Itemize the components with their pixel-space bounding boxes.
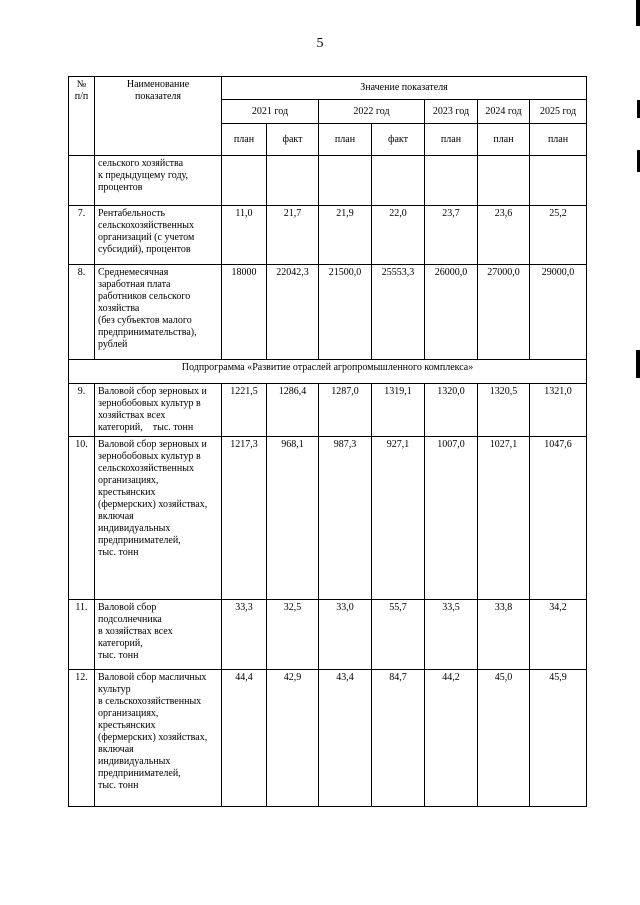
cell-value: 27000,0 — [478, 265, 530, 360]
header-subcol: план — [425, 124, 478, 156]
header-subcol: план — [530, 124, 587, 156]
cell-value: 25553,3 — [372, 265, 425, 360]
row-num: 7. — [69, 206, 95, 265]
cell-value: 33,0 — [319, 600, 372, 670]
cell-value: 22042,3 — [267, 265, 319, 360]
cell-value: 1007,0 — [425, 437, 478, 600]
row-num: 8. — [69, 265, 95, 360]
cell-value: 18000 — [222, 265, 267, 360]
cell-value: 45,0 — [478, 670, 530, 807]
cell-value: 84,7 — [372, 670, 425, 807]
table-row — [69, 437, 587, 600]
scan-edge-mark — [636, 0, 640, 26]
table-row — [69, 206, 587, 265]
cell-value: 23,7 — [425, 206, 478, 265]
row-num: 10. — [69, 437, 95, 600]
cell-value: 927,1 — [372, 437, 425, 600]
header-subcol: план — [319, 124, 372, 156]
cell-value: 33,8 — [478, 600, 530, 670]
cell-value: 33,5 — [425, 600, 478, 670]
row-name: Валовой сбор зерновых и зернобобовых культур в хозяйствах всех категорий, тыс. тонн — [95, 384, 222, 437]
row-name: Рентабельность сельскохозяйственных организаций (с учетом субсидий), процентов — [95, 206, 222, 265]
table-row — [69, 156, 587, 206]
cell-value: 21,7 — [267, 206, 319, 265]
cell-value: 44,4 — [222, 670, 267, 807]
cell-value — [530, 156, 587, 206]
header-value: Значение показателя — [222, 77, 587, 100]
cell-value — [425, 156, 478, 206]
cell-value: 1027,1 — [478, 437, 530, 600]
cell-value: 21,9 — [319, 206, 372, 265]
cell-value: 29000,0 — [530, 265, 587, 360]
cell-value — [372, 156, 425, 206]
cell-value: 987,3 — [319, 437, 372, 600]
header-subcol: факт — [267, 124, 319, 156]
cell-value: 23,6 — [478, 206, 530, 265]
cell-value: 25,2 — [530, 206, 587, 265]
cell-value: 1319,1 — [372, 384, 425, 437]
header-num: № п/п — [69, 77, 95, 156]
row-num — [69, 156, 95, 206]
cell-value: 43,4 — [319, 670, 372, 807]
row-name: Валовой сбор подсолнечника в хозяйствах всех категорий, тыс. тонн — [95, 600, 222, 670]
header-subcol: факт — [372, 124, 425, 156]
header-year: 2022 год — [319, 100, 425, 124]
table-row — [69, 384, 587, 437]
cell-value: 22,0 — [372, 206, 425, 265]
row-num: 11. — [69, 600, 95, 670]
table-row — [69, 600, 587, 670]
cell-value: 33,3 — [222, 600, 267, 670]
cell-value — [267, 156, 319, 206]
table-row — [69, 670, 587, 807]
table-row — [69, 265, 587, 360]
cell-value: 55,7 — [372, 600, 425, 670]
cell-value: 11,0 — [222, 206, 267, 265]
cell-value: 1217,3 — [222, 437, 267, 600]
header-subcol: план — [222, 124, 267, 156]
subprogram-title: Подпрограмма «Развитие отраслей агропромышленного комплекса» — [69, 360, 587, 384]
header-year: 2023 год — [425, 100, 478, 124]
header-year: 2021 год — [222, 100, 319, 124]
row-name: Валовой сбор масличных культур в сельскохозяйственных организациях, крестьянских (фермерских) хозяйствах, включая индивидуальных предпринимателей, тыс. тонн — [95, 670, 222, 807]
header-year: 2024 год — [478, 100, 530, 124]
row-num: 12. — [69, 670, 95, 807]
cell-value: 1320,5 — [478, 384, 530, 437]
cell-value: 26000,0 — [425, 265, 478, 360]
cell-value: 1221,5 — [222, 384, 267, 437]
subprogram-row — [69, 360, 587, 384]
cell-value: 968,1 — [267, 437, 319, 600]
cell-value: 1287,0 — [319, 384, 372, 437]
cell-value — [222, 156, 267, 206]
indicator-table — [68, 76, 587, 807]
header-name: Наименование показателя — [95, 77, 222, 156]
cell-value: 21500,0 — [319, 265, 372, 360]
row-name: сельского хозяйства к предыдущему году, процентов — [95, 156, 222, 206]
cell-value: 1286,4 — [267, 384, 319, 437]
cell-value: 1047,6 — [530, 437, 587, 600]
row-name: Валовой сбор зерновых и зернобобовых культур в сельскохозяйственных организациях, крестьянских (фермерских) хозяйствах, включая индивидуальных предпринимателей, тыс. тонн — [95, 437, 222, 600]
cell-value — [319, 156, 372, 206]
cell-value: 45,9 — [530, 670, 587, 807]
header-subcol: план — [478, 124, 530, 156]
cell-value: 1321,0 — [530, 384, 587, 437]
scan-edge-mark — [636, 350, 640, 378]
cell-value: 42,9 — [267, 670, 319, 807]
cell-value: 44,2 — [425, 670, 478, 807]
row-num: 9. — [69, 384, 95, 437]
cell-value: 34,2 — [530, 600, 587, 670]
cell-value: 1320,0 — [425, 384, 478, 437]
header-year: 2025 год — [530, 100, 587, 124]
row-name: Среднемесячная заработная плата работников сельского хозяйства (без субъектов малого предпринимательства), рублей — [95, 265, 222, 360]
cell-value — [478, 156, 530, 206]
cell-value: 32,5 — [267, 600, 319, 670]
page-number: 5 — [316, 36, 324, 51]
